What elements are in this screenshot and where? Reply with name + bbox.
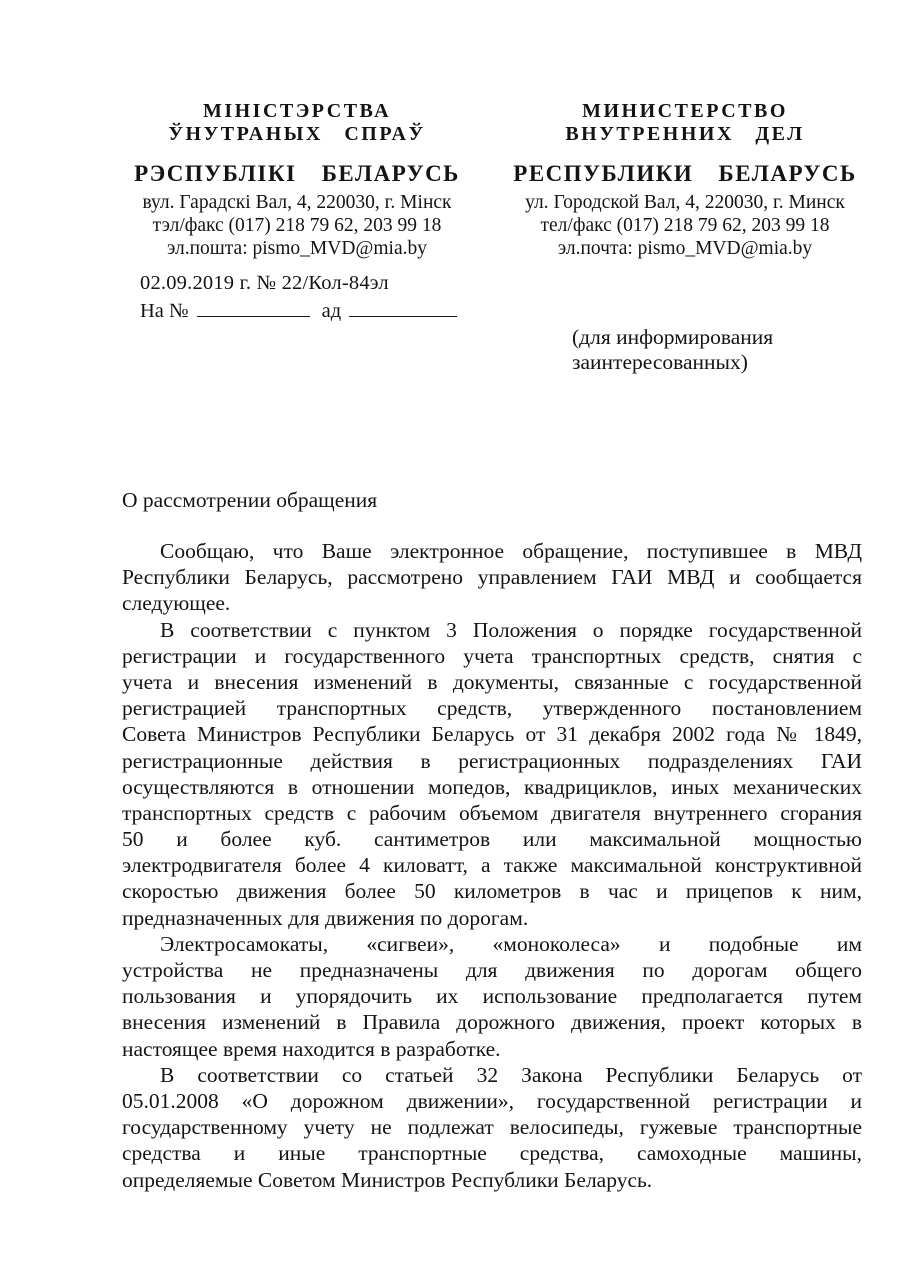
reply-date-blank: [349, 300, 457, 317]
ministry-email-ru: эл.почта: pismo_MVD@mia.by: [557, 238, 813, 259]
paragraph-line: государственному учету не подлежат велосипеды, гужевые транспортные: [122, 1115, 862, 1140]
ministry-phone-ru: тел/факс (017) 218 79 62, 203 99 18: [540, 215, 830, 236]
paragraph-line: определяемые Советом Министров Республики Беларусь.: [122, 1167, 653, 1192]
recipient-note: [572, 325, 872, 375]
paragraph: [122, 1062, 862, 1193]
paragraph-line: Электросамокаты, «сигвеи», «моноколеса» и подобные им: [160, 931, 862, 956]
recipient-note-line1: (для информирования: [572, 325, 774, 349]
ministry-address-by: вул. Гарадскі Вал, 4, 220030, г. Мінск: [142, 192, 452, 213]
paragraph-line: регистрационные действия в регистрационных подразделениях ГАИ: [122, 748, 862, 773]
paragraph-line: скоростью движения более 50 километров в час и прицепов к ним,: [122, 879, 862, 904]
paragraph-line: регистрации и государственного учета транспортных средств, снятия с: [122, 643, 862, 668]
reply-prefix: На №: [140, 300, 189, 322]
ministry-email-by: эл.пошта: pismo_MVD@mia.by: [166, 238, 428, 259]
reference-block: [140, 271, 457, 324]
paragraph-line: электродвигателя более 4 киловатт, а также максимальной конструктивной: [122, 853, 862, 878]
paragraph-line: следующее.: [122, 591, 231, 616]
paragraph-line: Совета Министров Республики Беларусь от 31 декабря 2002 года № 1849,: [122, 722, 862, 747]
paragraph-line: Республики Беларусь, рассмотрено управлением ГАИ МВД и сообщается: [122, 565, 862, 590]
paragraph-line: регистрацией транспортных средств, утвержденного постановлением: [122, 696, 862, 721]
paragraph-line: учета и внесения изменений в документы, связанные с государственной: [122, 669, 862, 694]
paragraph-line: Сообщаю, что Ваше электронное обращение, поступившее в МВД: [160, 539, 862, 563]
ministry-phone-by: тэл/факс (017) 218 79 62, 203 99 18: [152, 215, 442, 236]
ministry-name-line3-by: РЭСПУБЛІКІ БЕЛАРУСЬ: [134, 161, 460, 186]
ministry-name-line1-ru: МИНИСТЕРСТВО: [582, 100, 788, 122]
paragraph-line: транспортных средств с рабочим объемом двигателя внутреннего сгорания: [122, 800, 862, 825]
outgoing-date-number: 02.09.2019 г. № 22/Кол-84эл: [140, 272, 389, 294]
paragraph-line: настоящее время находится в разработке.: [122, 1036, 501, 1061]
reply-middle: ад: [321, 300, 342, 322]
ministry-name-line2-ru: ВНУТРЕННИХ ДЕЛ: [565, 123, 805, 145]
paragraph-line: 05.01.2008 «О дорожном движении», государственной регистрации и: [122, 1088, 862, 1113]
ministry-address-ru: ул. Городской Вал, 4, 220030, г. Минск: [525, 192, 845, 213]
paragraph-line: внесения изменений в Правила дорожного движения, проект которых в: [122, 1010, 862, 1035]
reply-to-line: [140, 298, 457, 324]
letter-subject: О рассмотрении обращения: [122, 488, 378, 512]
paragraph-line: предназначенных для движения по дорогам.: [122, 905, 529, 930]
paragraph-line: 50 и более куб. сантиметров или максимальной мощностью: [122, 827, 862, 852]
paragraph-line: осуществляются в отношении мопедов, квадрициклов, иных механических: [122, 774, 862, 799]
paragraph: [122, 538, 862, 617]
reply-number-blank: [197, 300, 310, 317]
paragraph: [122, 617, 862, 931]
paragraph-line: средства и иные транспортные средства, самоходные машины,: [122, 1141, 862, 1166]
letterhead-belarusian: [112, 100, 482, 260]
paragraph-line: пользования и упорядочить их использование предполагается путем: [122, 984, 862, 1009]
paragraph-line: В соответствии с пунктом 3 Положения о порядке государственной: [160, 617, 862, 642]
letter-body: [122, 538, 862, 1193]
ministry-name-line1-by: МІНІСТЭРСТВА: [202, 100, 392, 122]
ministry-name-line2-by: ЎНУТРАНЫХ СПРАЎ: [168, 123, 426, 145]
paragraph-line: устройства не предназначены для движения по дорогам общего: [122, 958, 862, 982]
ministry-name-line3-ru: РЕСПУБЛИКИ БЕЛАРУСЬ: [513, 161, 857, 186]
paragraph: [122, 931, 862, 1062]
recipient-note-line2: заинтересованных): [572, 350, 748, 374]
paragraph-line: В соответствии со статьей 32 Закона Республики Беларусь от: [160, 1062, 862, 1087]
letterhead-russian: [500, 100, 870, 260]
